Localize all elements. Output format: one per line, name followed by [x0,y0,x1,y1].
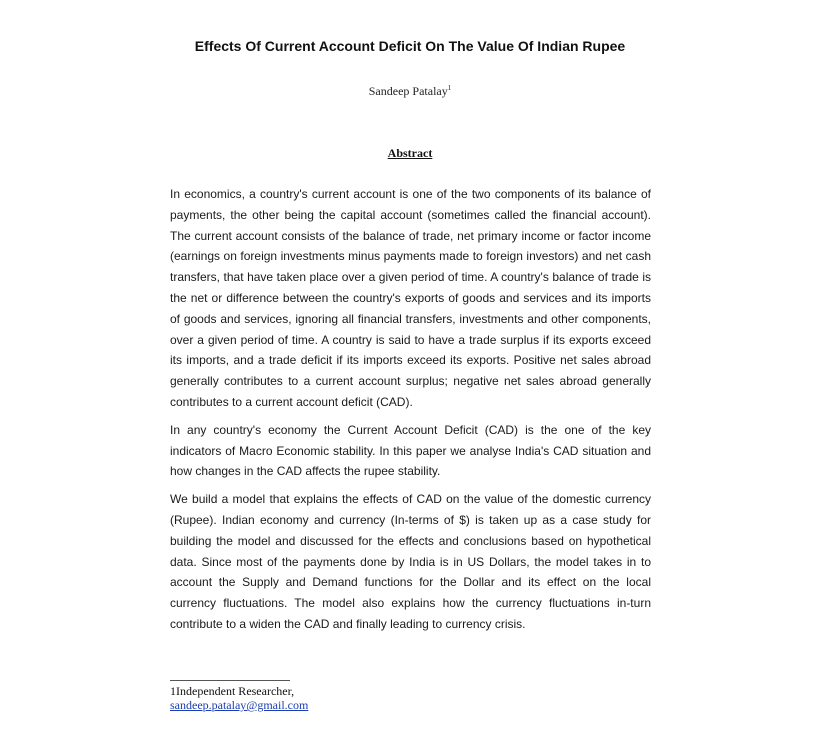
footnote-email-link[interactable]: sandeep.patalay@gmail.com [170,698,309,712]
abstract-paragraph-1: In economics, a country's current account is one of the two components of its balance of payments, the other being the capital account (sometimes called the financial account). The current account consists of the balance of trade, net primary income or factor income (earnings on foreign investments minus payments made to foreign investors) and net cash transfers, that have taken place over a given period of time. A country's balance of trade is the net or difference between the country's exports of goods and services and its imports of goods and services, ignoring all financial transfers, investments and other components, over a given period of time. A country is said to have a trade surplus if its exports exceed its imports, and a trade deficit if its imports exceed its exports. Positive net sales abroad generally contributes to a current account surplus; negative net sales abroad generally contributes to a current account deficit (CAD). [170,187,651,409]
footnote [170,684,308,712]
author-footnote-mark: 1 [447,84,452,92]
footnote-affiliation: 1Independent Researcher, [170,684,295,698]
abstract-body [170,184,651,642]
author-line [0,84,820,99]
abstract-paragraph-2: In any country's economy the Current Account Deficit (CAD) is the one of the key indicators of Macro Economic stability. In this paper we analyse India's CAD situation and how changes in the CAD affects the rupee stability. [170,422,651,479]
paper-title: Effects Of Current Account Deficit On The Value Of Indian Rupee [194,38,626,54]
author-name: Sandeep Patalay [368,84,448,98]
footnote-divider [170,680,290,681]
abstract-paragraph-3: We build a model that explains the effects of CAD on the value of the domestic currency (Rupee). Indian economy and currency (In-terms of $) is taken up as a case study for building the model and discussed for the effects and conclusions based on hypothetical data. Since most of the payments done by India is in US Dollars, the model takes in to account the Supply and Demand functions for the Dollar and its effect on the local currency fluctuations. The model also explains how the currency fluctuations in-turn contribute to a widen the CAD and finally leading to currency crisis. [170,492,651,631]
abstract-heading: Abstract [387,146,433,160]
